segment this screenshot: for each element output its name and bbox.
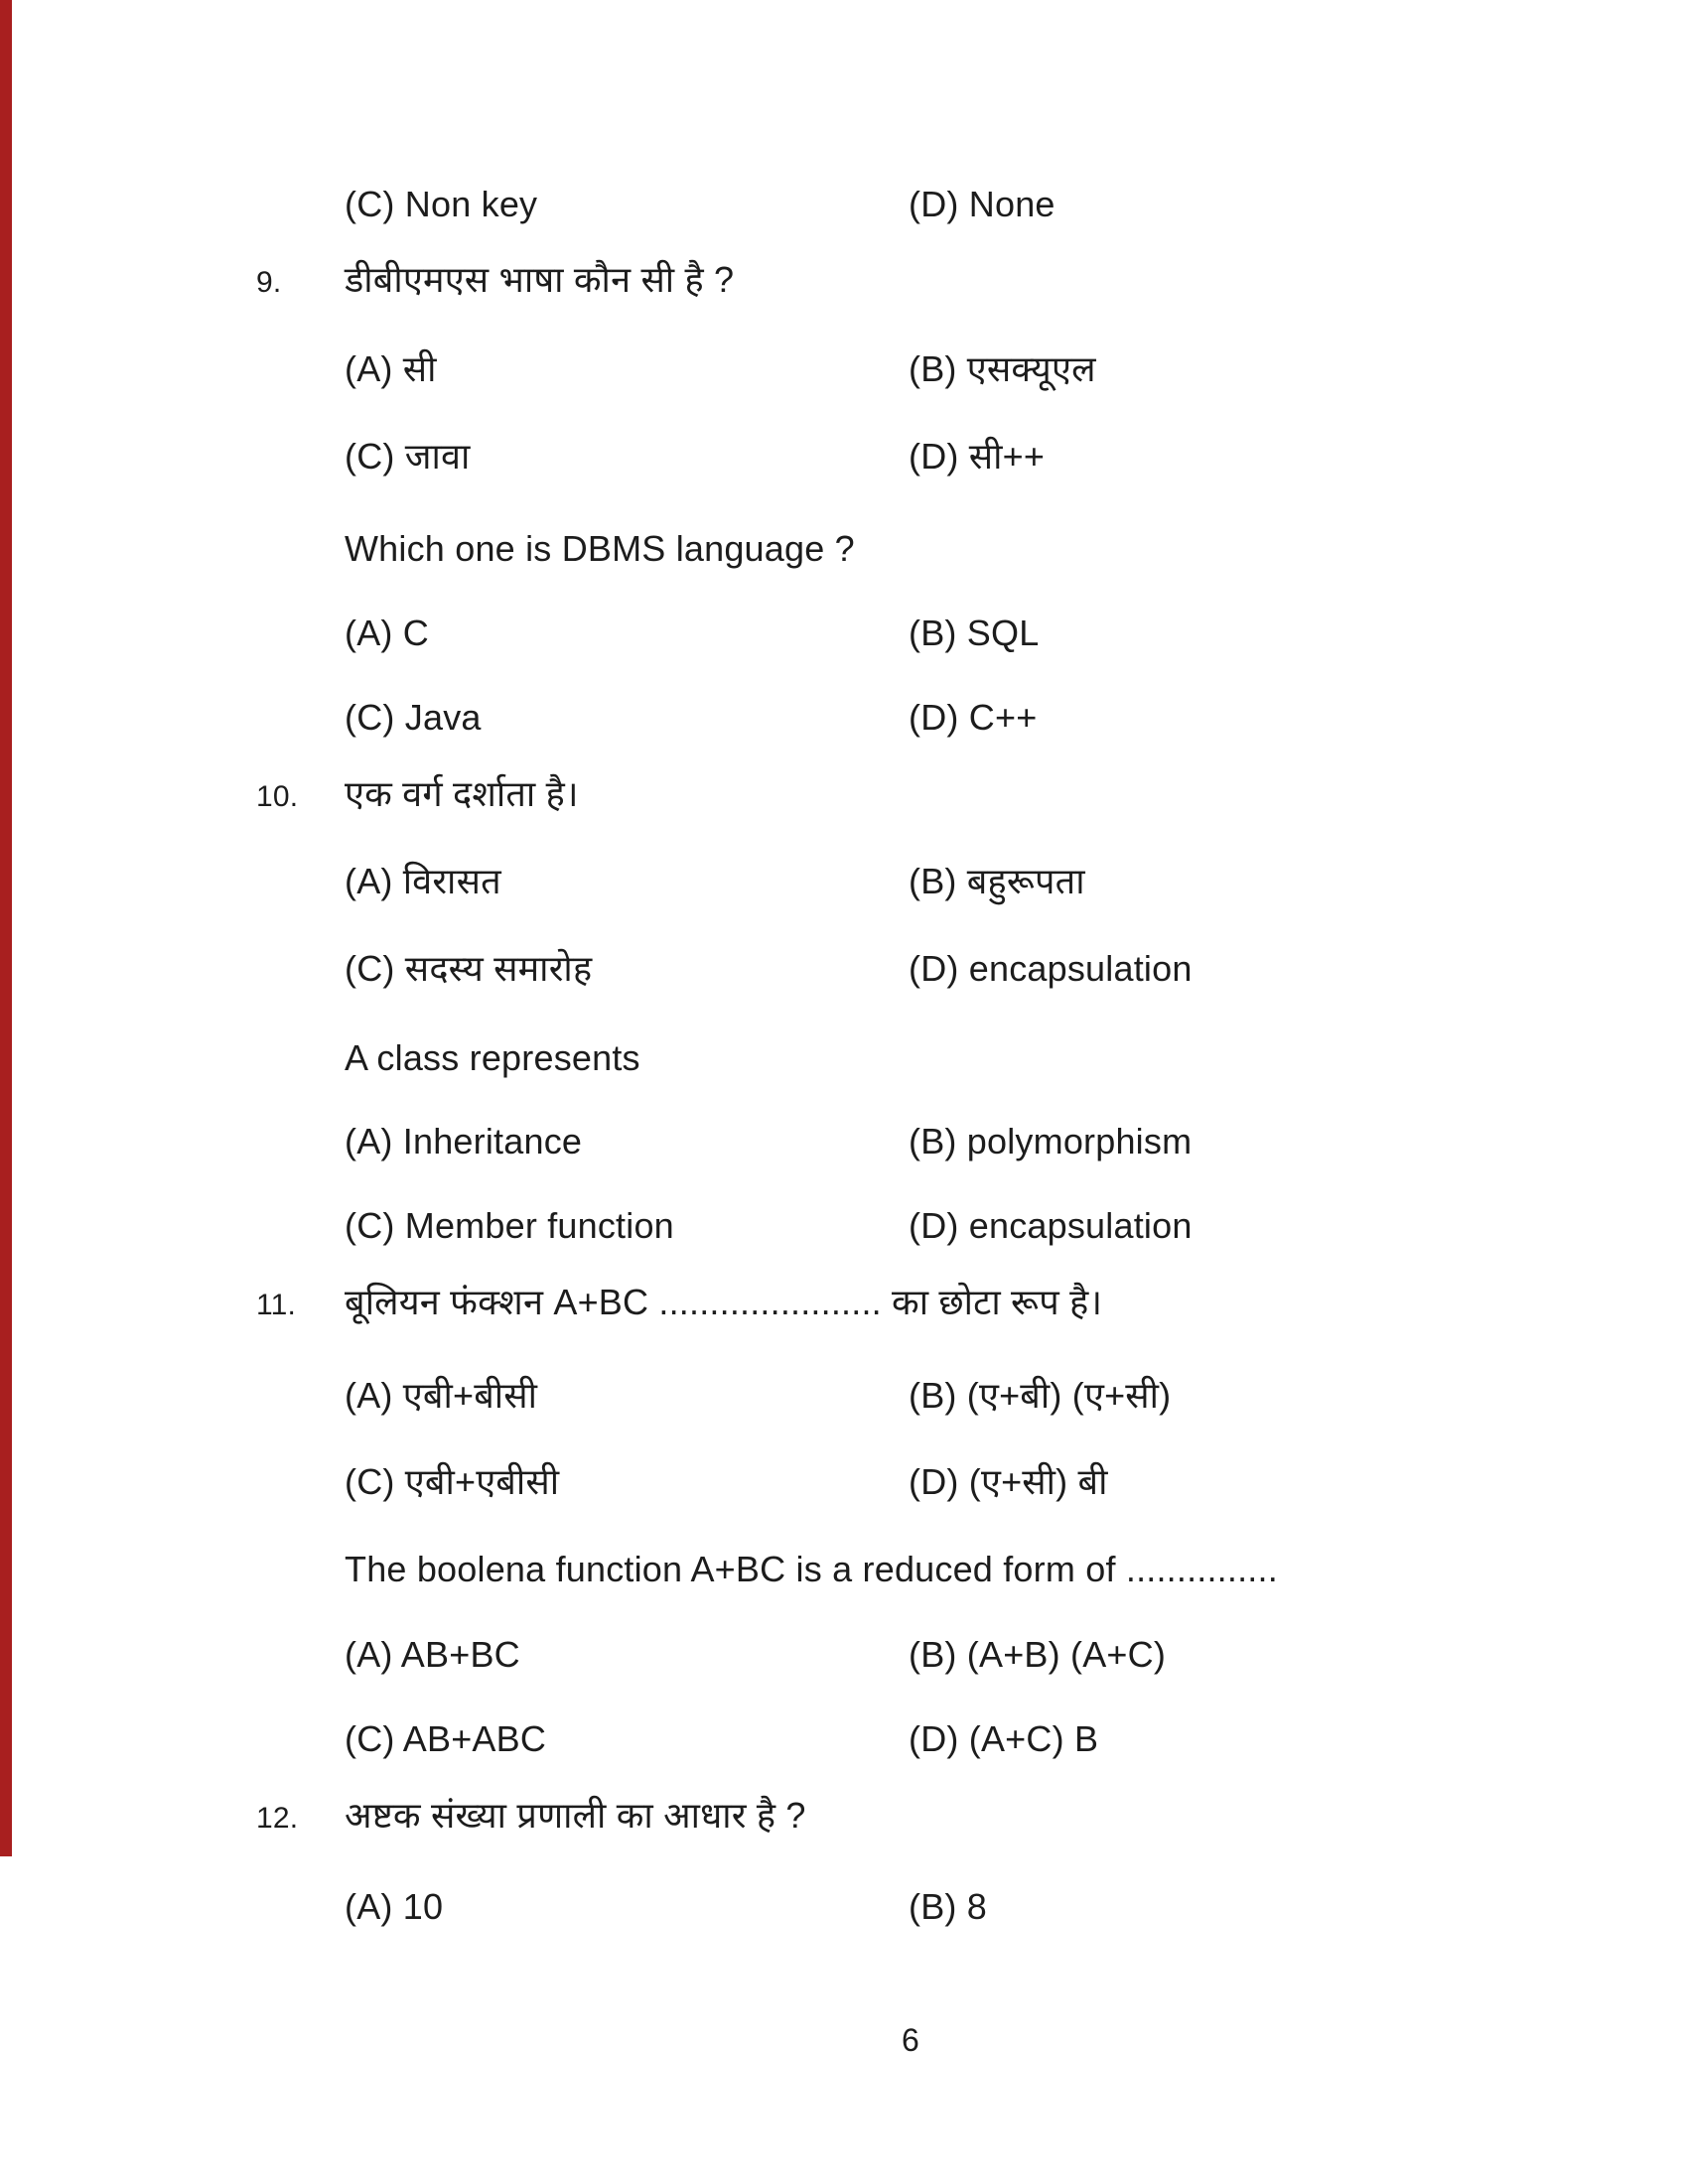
- question-10-number: 10.: [256, 780, 299, 813]
- q11-english-option-a: (A) AB+BC: [345, 1634, 520, 1675]
- question-10-hindi-text: एक वर्ग दर्शाता है।: [345, 773, 579, 814]
- q9-hindi-option-b: (B) एसक्यूएल: [909, 348, 1096, 389]
- question-10-english-text: A class represents: [345, 1037, 640, 1078]
- question-11-hindi-text: बूलियन फंक्शन A+BC ...................... का छोटा रूप है।: [345, 1282, 1103, 1322]
- q11-hindi-option-c: (C) एबी+एबीसी: [345, 1461, 560, 1502]
- question-12-hindi-text: अष्टक संख्या प्रणाली का आधार है ?: [345, 1795, 806, 1836]
- q11-english-option-b: (B) (A+B) (A+C): [909, 1634, 1167, 1675]
- question-9-english-text: Which one is DBMS language ?: [345, 528, 855, 569]
- q12-option-a: (A) 10: [345, 1886, 444, 1927]
- q8-option-c: (C) Non key: [345, 184, 538, 224]
- option-row: [0, 1719, 1688, 1769]
- q9-english-option-c: (C) Java: [345, 697, 482, 738]
- q10-hindi-option-c: (C) सदस्य समारोह: [345, 948, 593, 989]
- option-row: [0, 614, 1688, 663]
- option-row: [0, 698, 1688, 748]
- q9-hindi-option-c: (C) जावा: [345, 436, 471, 477]
- question-11-english-text: The boolena function A+BC is a reduced form of ...............: [345, 1549, 1278, 1589]
- option-row: [0, 185, 1688, 234]
- question-line: [0, 1283, 1688, 1332]
- q9-english-option-b: (B) SQL: [909, 613, 1040, 653]
- option-row: [0, 349, 1688, 399]
- q11-hindi-option-b: (B) (ए+बी) (ए+सी): [909, 1375, 1172, 1416]
- q9-hindi-option-a: (A) सी: [345, 348, 437, 389]
- q9-english-option-d: (D) C++: [909, 697, 1038, 738]
- q8-option-d: (D) None: [909, 184, 1055, 224]
- option-row: [0, 437, 1688, 486]
- question-line: [0, 260, 1688, 310]
- q10-english-option-d: (D) encapsulation: [909, 1205, 1193, 1246]
- q10-hindi-option-d: (D) encapsulation: [909, 948, 1193, 989]
- question-line: [0, 1796, 1688, 1845]
- q11-english-option-d: (D) (A+C) B: [909, 1718, 1099, 1759]
- option-row: [0, 1206, 1688, 1256]
- question-9-number: 9.: [256, 266, 282, 299]
- option-row: [0, 1462, 1688, 1512]
- page-footer: [0, 2023, 1688, 2073]
- q9-english-option-a: (A) C: [345, 613, 429, 653]
- q11-english-option-c: (C) AB+ABC: [345, 1718, 547, 1759]
- q11-hindi-option-d: (D) (ए+सी) बी: [909, 1461, 1108, 1502]
- option-row: [0, 1376, 1688, 1426]
- question-line: [0, 1550, 1688, 1599]
- q11-hindi-option-a: (A) एबी+बीसी: [345, 1375, 538, 1416]
- option-row: [0, 1122, 1688, 1171]
- question-line: [0, 529, 1688, 579]
- option-row: [0, 1887, 1688, 1937]
- q12-option-b: (B) 8: [909, 1886, 988, 1927]
- q10-english-option-a: (A) Inheritance: [345, 1121, 583, 1161]
- q9-hindi-option-d: (D) सी++: [909, 436, 1046, 477]
- option-row: [0, 949, 1688, 999]
- question-12-number: 12.: [256, 1802, 299, 1835]
- question-line: [0, 774, 1688, 824]
- q10-english-option-c: (C) Member function: [345, 1205, 674, 1246]
- question-11-number: 11.: [256, 1289, 297, 1321]
- option-row: [0, 862, 1688, 911]
- q10-english-option-b: (B) polymorphism: [909, 1121, 1193, 1161]
- question-9-hindi-text: डीबीएमएस भाषा कौन सी है ?: [345, 259, 735, 300]
- option-row: [0, 1635, 1688, 1685]
- page-number: 6: [902, 2022, 919, 2058]
- q10-hindi-option-b: (B) बहुरूपता: [909, 861, 1085, 901]
- q10-hindi-option-a: (A) विरासत: [345, 861, 501, 901]
- question-line: [0, 1038, 1688, 1088]
